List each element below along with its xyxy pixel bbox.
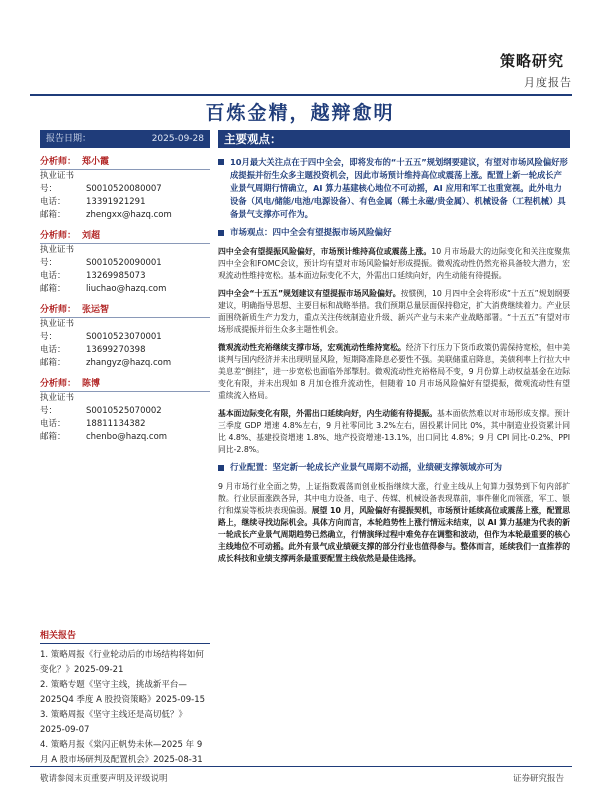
related-reports-title: 相关报告 xyxy=(40,631,77,641)
paragraph-body: 经济下行压力下货币政策仍需保持宽松，但中美谈判与国内经济并未出现明显风险，短期降准降息必要性不强。美联储重启降息，美债利率上行拉大中美息差“倒挂”，进一步宽松也面临外部掣肘。微观流动性充裕格局不变，9 月份算上动权益基金在边际变化有限，并未出现如 8 月加仓推升流动性，但随着 10 月市场风险偏好有望提振，微观流动性有望重续流入格局。 xyxy=(218,343,571,400)
tel-label: 电话： xyxy=(40,345,66,355)
paragraph xyxy=(218,481,570,565)
spacer xyxy=(40,444,210,614)
summary-text: 10月最大关注点在于四中全会，即将发布的“十五五”规划纲要建议，有望对市场风险偏好形成提振并衍生众多主题投资机会，因此市场预计维持高位或震荡上涨。配置上新一轮成长产业景气周期行情确立，AI 算力基建核心地位不可动摇，AI 应用和军工也重宽视。此外电力设备（风电/储能/电池/电源设备）、有色金属（稀土永磁/贵金属）、机械设备（工程机械）具备景气支撑亦可作为。 xyxy=(230,157,568,219)
license-number: S0010520090001 xyxy=(86,258,162,268)
left-sidebar xyxy=(40,130,210,768)
related-report-link[interactable]: 2. 策略专题《坚守主线，挑战新平台—2025Q4 季度 A 股投资策略》2025-09-15 xyxy=(40,680,206,705)
paragraph xyxy=(218,246,570,282)
paragraph xyxy=(218,288,570,336)
paragraph-body: 9 月市场行业全面之势，上证指数震荡而创业板指继续大涨，行业主线从上旬算力强势到下旬内部扩散。行业层面涨跌各异，其中电力设备、电子、传媒、机械设备表现靠前，事件催化而领涨，军工、银行和煤炭等板块表现偏弱。 xyxy=(218,482,570,515)
report-date-bar xyxy=(40,130,210,148)
tel-number: 18811134382 xyxy=(86,419,146,429)
report-date: 2025-09-28 xyxy=(151,134,204,144)
header-rule xyxy=(30,94,572,96)
square-bullet-icon xyxy=(218,159,224,165)
paragraph-body: 10 月市场最大的边际变化和关注度聚焦四中全会和FOMC会议，预计均有望对市场风险偏好形成提振。微观流动性仍然充裕具备较大潜力，宏观流动性维持宽松。基本面边际变化不大，外需出口延续向好，内生动能有待提振。 xyxy=(218,247,570,280)
subheading-text: 市场观点：四中全会有望提振市场风险偏好 xyxy=(230,228,392,238)
analyst-heading xyxy=(40,154,210,167)
analyst-info xyxy=(40,392,210,444)
analyst-block xyxy=(40,154,210,222)
paragraph-lead: 微观流动性充裕继续支撑市场，宏观流动性维持宽松。 xyxy=(218,343,406,352)
mail-label: 邮箱： xyxy=(40,432,66,442)
analyst-role: 分析师： xyxy=(40,157,77,167)
email-link[interactable]: zhangyz@hazq.com xyxy=(86,358,172,368)
email-link[interactable]: liuchao@hazq.com xyxy=(86,284,167,294)
paragraph-lead: 四中全会“十五五”规划建议有望提振市场风险偏好。 xyxy=(218,289,401,298)
analyst-heading xyxy=(40,228,210,241)
paragraph xyxy=(218,342,570,402)
subheading-text: 行业配置：坚定新一轮成长产业景气周期不动摇，业绩硬支撑领域亦可为 xyxy=(230,463,503,473)
mail-label: 邮箱： xyxy=(40,210,66,220)
main-content xyxy=(218,130,570,565)
license-label: 执业证书号： xyxy=(40,393,75,416)
tel-number: 13391921291 xyxy=(86,197,146,207)
subheading-market-view xyxy=(218,227,570,240)
analyst-heading xyxy=(40,376,210,389)
license-label: 执业证书号： xyxy=(40,245,75,268)
analyst-name: 刘超 xyxy=(82,231,101,241)
analyst-block xyxy=(40,302,210,370)
section-heading: 主要观点： xyxy=(218,130,570,148)
paragraph-lead: 基本面边际变化有限，外需出口延续向好，内生动能有待提振。 xyxy=(218,409,438,418)
analyst-name: 陈博 xyxy=(82,379,101,389)
related-report-link[interactable]: 1. 策略周报《行业轮动后的市场结构将如何变化？》2025-09-21 xyxy=(40,650,204,675)
divider xyxy=(40,643,210,644)
analyst-role: 分析师： xyxy=(40,379,77,389)
analyst-block xyxy=(40,228,210,296)
footer-rule xyxy=(30,766,572,767)
analyst-block xyxy=(40,376,210,444)
email-link[interactable]: zhengxx@hazq.com xyxy=(86,210,172,220)
license-number: S0010520080007 xyxy=(86,184,162,194)
analyst-name: 郑小霞 xyxy=(82,157,110,167)
tel-number: 13269985073 xyxy=(86,271,146,281)
analyst-heading xyxy=(40,302,210,315)
disclaimer-note: 敬请参阅末页重要声明及评级说明 xyxy=(40,774,168,784)
tel-label: 电话： xyxy=(40,197,66,207)
tel-label: 电话： xyxy=(40,419,66,429)
analyst-role: 分析师： xyxy=(40,231,77,241)
square-bullet-icon xyxy=(218,465,224,471)
square-bullet-icon xyxy=(218,230,224,236)
related-report-link[interactable]: 3. 策略周报《坚守主线还是高切低？》2025-09-07 xyxy=(40,710,187,735)
brand-title: 策略研究 xyxy=(499,52,564,70)
paragraph-body: 按惯例，10 月四中全会将形成“十五五”规划纲要建议，明确指导思想、主要目标和战略举措。我们预期总量层面保持稳定，扩大消费继续着力。产业层面围绕新质生产力发力，重点关注传统制造业升级、新兴产业与未来产业战略部署。“十五五”有望对市场形成提振并衍生众多主题性机会。 xyxy=(218,289,571,334)
analyst-info xyxy=(40,318,210,370)
paragraph xyxy=(218,408,570,456)
license-label: 执业证书号： xyxy=(40,319,75,342)
analyst-info xyxy=(40,170,210,222)
analyst-name: 张运智 xyxy=(82,305,110,315)
report-category: 证券研究报告 xyxy=(512,774,564,784)
email-link[interactable]: chenbo@hazq.com xyxy=(86,432,168,442)
license-label: 执业证书号： xyxy=(40,171,75,194)
report-title: 百炼金精，越辩愈明 xyxy=(205,102,395,124)
license-number: S0010525070002 xyxy=(86,406,162,416)
paragraph-lead: 四中全会有望提振风险偏好，市场预计维持高位或震荡上涨。 xyxy=(218,247,432,256)
paragraph-body: 基本面依然难以对市场形成支撑。预计三季度 GDP 增速 4.8%左右，9 月社零同比 3.2%左右，固投累计同比 0%，其中制造业投资累计同比 4.8%、基建投资增速 1.8%、地产投资增速-13.1%，出口同比 4.8%；9 月 CPI 同比-0.2%、PPI 同比-2.8%。 xyxy=(218,409,571,454)
related-report-link[interactable]: 4. 策略月报《棠闪正帆势未休—2025 年 9 月 A 股市场研判及配置机会》2025-08-31 xyxy=(40,740,203,765)
paragraph-emphasis: 展望 10 月，风险偏好有提振契机，市场预计延续高位或震荡上涨，配置思路上，继续寻找边际机会。具体方向而言，本轮趋势性上涨行情远未结束，以 AI 算力基建为代表的新一轮成长产业景气周期趋势已然确立，行情演绎过程中难免存在调整和波动，但作为本轮最重要的核心主线地位不可动摇。此外有景气成业绩硬支撑的部分行业也值得参与。整体而言，延续我们一直推荐的成长科技和业绩支撑两条最重要配置主线依然是最佳选择。 xyxy=(218,506,570,563)
summary-bullet xyxy=(218,156,570,221)
license-number: S0010523070001 xyxy=(86,332,162,342)
report-type: 月度报告 xyxy=(524,76,572,89)
tel-label: 电话： xyxy=(40,271,66,281)
subheading-industry-allocation xyxy=(218,462,570,475)
analyst-role: 分析师： xyxy=(40,305,77,315)
analyst-info xyxy=(40,244,210,296)
report-date-label: 报告日期： xyxy=(46,134,92,144)
mail-label: 邮箱： xyxy=(40,284,66,294)
tel-number: 13699270398 xyxy=(86,345,146,355)
mail-label: 邮箱： xyxy=(40,358,66,368)
